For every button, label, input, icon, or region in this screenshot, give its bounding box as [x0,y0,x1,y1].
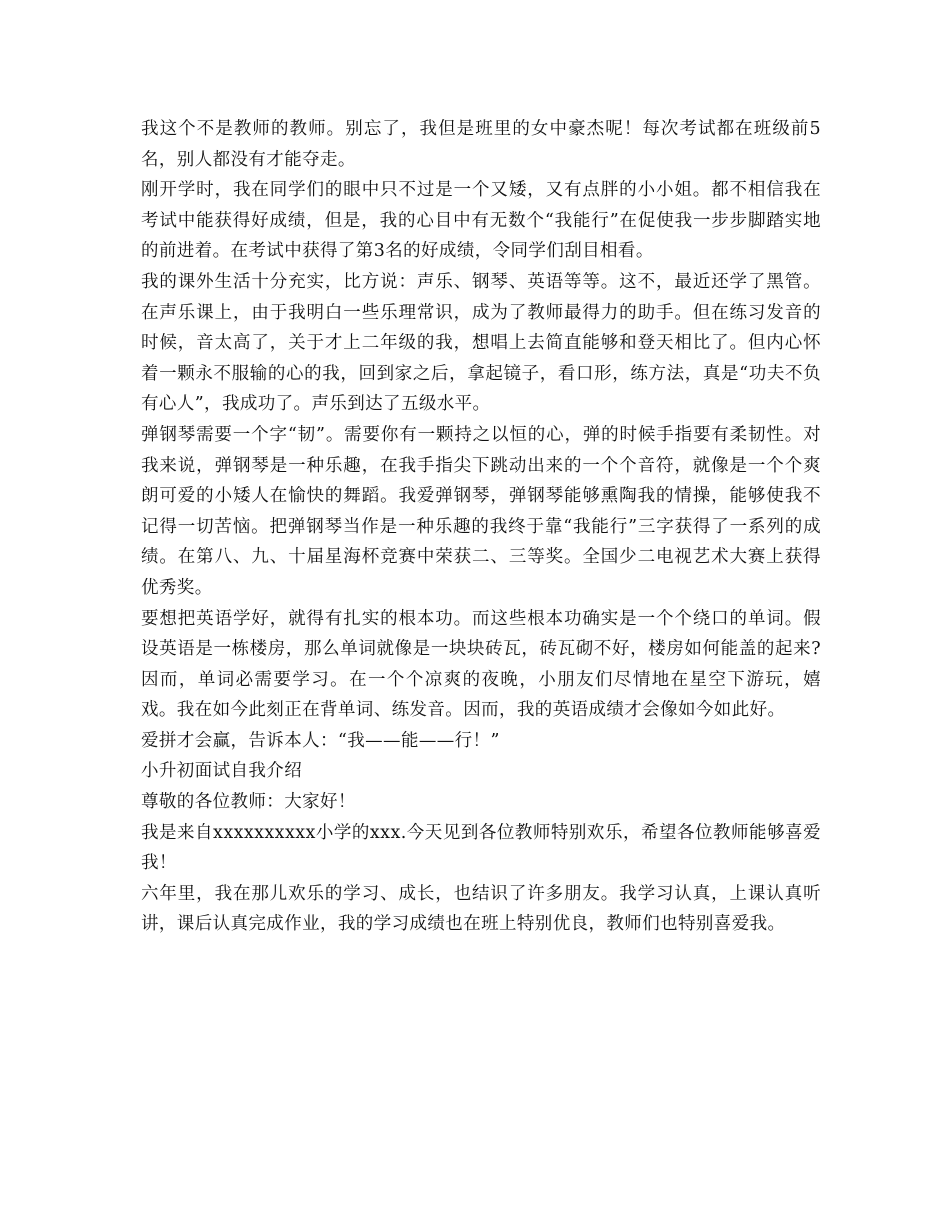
paragraph-3: 我的课外生活十分充实，比方说：声乐、钢琴、英语等等。这不，最近还学了黑管。在声乐课上，由于我明白一些乐理常识，成为了教师最得力的助手。但在练习发音的时候，音太高了，关于才上二年级的我，想唱上去简直能够和登天相比了。但内心怀着一颗永不服输的心的我，回到家之后，拿起镜子，看口形，练方法，真是“功夫不负有心人”，我成功了。声乐到达了五级水平。 [141,271,821,415]
paragraph-4: 弹钢琴需要一个字“韧”。需要你有一颗持之以恒的心，弹的时候手指要有柔韧性。对我来说，弹钢琴是一种乐趣，在我手指尖下跳动出来的一个个音符，就像是一个个爽朗可爱的小矮人在愉快的舞蹈。我爱弹钢琴，弹钢琴能够熏陶我的情操，能够使我不记得一切苦恼。把弹钢琴当作是一种乐趣的我终于靠“我能行”三字获得了一系列的成绩。在第八、九、十届星海杯竞赛中荣获二、三等奖。全国少二电视艺术大赛上获得优秀奖。 [141,424,821,598]
paragraph-5: 要想把英语学好，就得有扎实的根本功。而这些根本功确实是一个个绕口的单词。假设英语是一栋楼房，那么单词就像是一块块砖瓦，砖瓦砌不好，楼房如何能盖的起来?因而，单词必需要学习。在一个个凉爽的夜晚，小朋友们尽情地在星空下游玩，嬉戏。我在如今此刻正在背单词、练发音。因而，我的英语成绩才会像如今如此好。 [141,608,821,721]
section-heading: 小升初面试自我介绍 [141,761,303,782]
paragraph-9: 我是来自xxxxxxxxxx小学的xxx.今天见到各位教师特别欢乐，希望各位教师能够喜爱我！ [141,822,821,874]
paragraph-2: 刚开学时，我在同学们的眼中只不过是一个又矮，又有点胖的小小姐。都不相信我在考试中能获得好成绩，但是，我的心目中有无数个“我能行”在促使我一步步脚踏实地的前进着。在考试中获得了第3名的好成绩，令同学们刮目相看。 [141,180,821,262]
paragraph-1: 我这个不是教师的教师。别忘了，我但是班里的女中豪杰呢！每次考试都在班级前5名，别人都没有才能夺走。 [141,119,821,170]
document-body [141,114,821,940]
paragraph-6: 爱拼才会赢，告诉本人：“我——能——行！” [141,730,500,751]
paragraph-10: 六年里，我在那儿欢乐的学习、成长，也结识了许多朋友。我学习认真，上课认真听讲，课后认真完成作业，我的学习成绩也在班上特别优良，教师们也特别喜爱我。 [141,883,821,935]
greeting: 尊敬的各位教师：大家好！ [141,792,356,813]
